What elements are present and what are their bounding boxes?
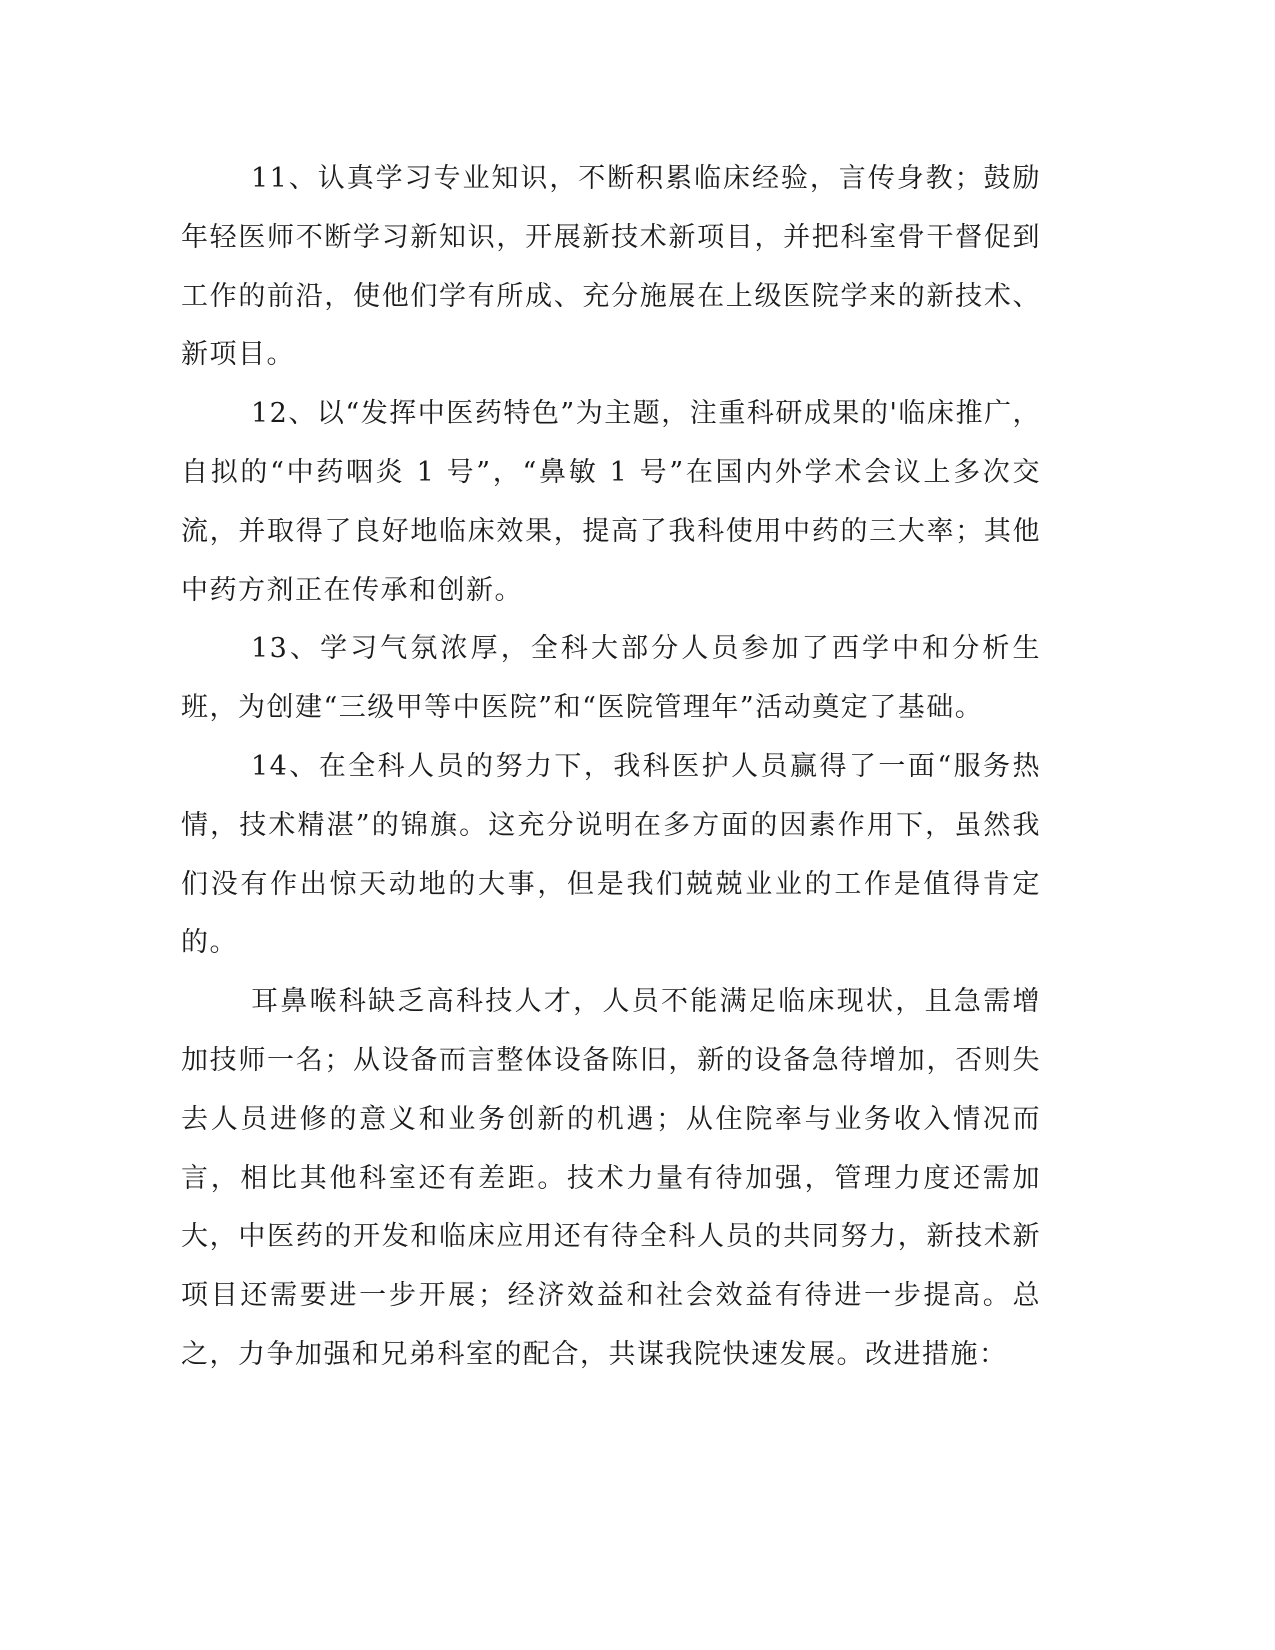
paragraph-item-11: 11、认真学习专业知识，不断积累临床经验，言传身教；鼓励年轻医师不断学习新知识，开展新技术新项目，并把科室骨干督促到工作的前沿，使他们学有所成、充分施展在上级医院学来的新技术、新项目。: [181, 163, 1041, 371]
paragraph-item-12: 12、以“发挥中医药特色”为主题，注重科研成果的'临床推广，自拟的“中药咽炎 1 号”，“鼻敏 1 号”在国内外学术会议上多次交流，并取得了良好地临床效果，提高了我科使用中药的三大率；其他中药方剂正在传承和创新。: [181, 398, 1041, 606]
paragraph-ent-department-summary: 耳鼻喉科缺乏高科技人才，人员不能满足临床现状，且急需增加技师一名；从设备而言整体设备陈旧，新的设备急待增加，否则失去人员进修的意义和业务创新的机遇；从住院率与业务收入情况而言，相比其他科室还有差距。技术力量有待加强，管理力度还需加大，中医药的开发和临床应用还有待全科人员的共同努力，新技术新项目还需要进一步开展；经济效益和社会效益有待进一步提高。总之，力争加强和兄弟科室的配合，共谋我院快速发展。改进措施：: [181, 986, 1041, 1370]
document-body: [181, 150, 1041, 1385]
paragraph-item-14: 14、在全科人员的努力下，我科医护人员赢得了一面“服务热情，技术精湛”的锦旗。这充分说明在多方面的因素作用下，虽然我们没有作出惊天动地的大事，但是我们兢兢业业的工作是值得肯定的。: [181, 750, 1041, 959]
paragraph-item-13: 13、学习气氛浓厚，全科大部分人员参加了西学中和分析生班，为创建“三级甲等中医院”和“医院管理年”活动奠定了基础。: [181, 633, 1041, 724]
